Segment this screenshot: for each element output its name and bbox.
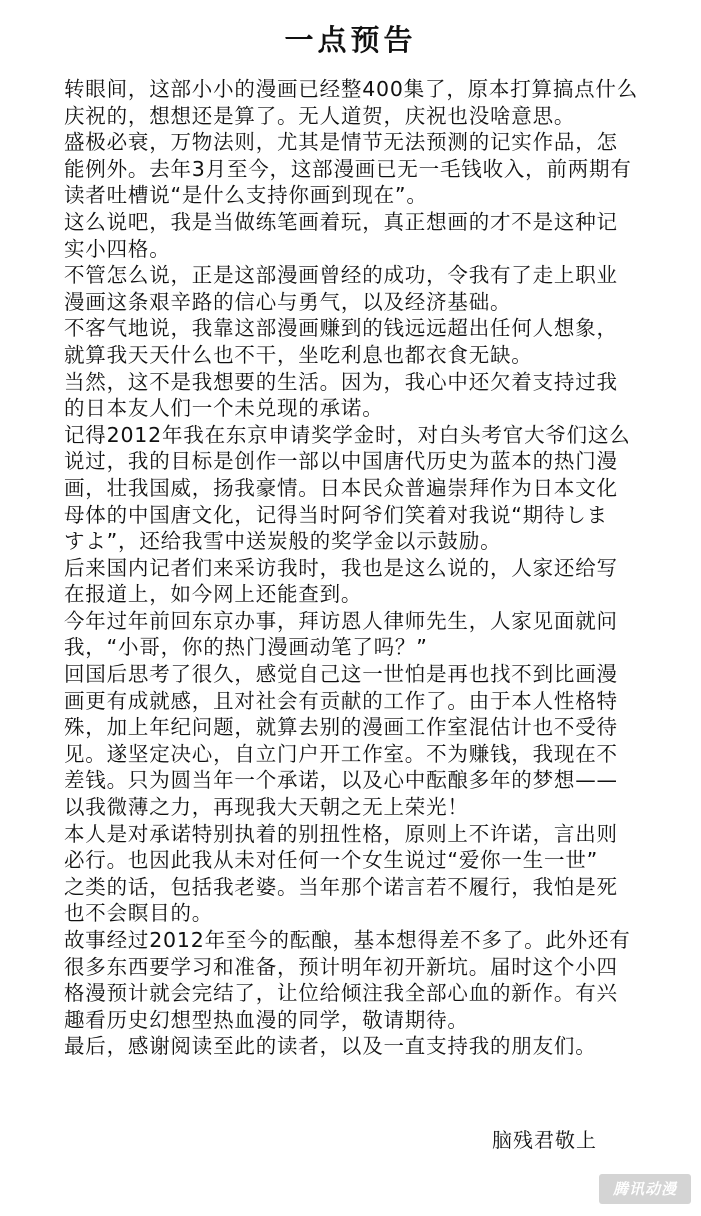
text-line: 在报道上，如今网上还能查到。 xyxy=(64,582,363,607)
text-line: 实小四格。 xyxy=(64,236,171,261)
article-body xyxy=(64,76,656,1060)
text-line: 很多东西要学习和准备，预计明年初开新坑。届时这个小四 xyxy=(64,954,618,979)
text-line: 当然，这不是我想要的生活。因为，我心中还欠着支持过我 xyxy=(64,369,618,394)
text-line: 回国后思考了很久，感觉自己这一世怕是再也找不到比画漫 xyxy=(64,662,618,687)
text-line: 今年过年前回东京办事，拜访恩人律师先生，人家见面就问 xyxy=(64,608,618,633)
text-line: 趣看历史幻想型热血漫的同学，敬请期待。 xyxy=(64,1007,469,1032)
text-line: 最后，感谢阅读至此的读者，以及一直支持我的朋友们。 xyxy=(64,1034,597,1059)
text-line: 说过，我的目标是创作一部以中国唐代历史为蓝本的热门漫 xyxy=(64,449,618,474)
text-line: 画，壮我国威，扬我豪情。日本民众普遍崇拜作为日本文化 xyxy=(64,475,618,500)
text-line: 故事经过2012年至今的酝酿，基本想得差不多了。此外还有 xyxy=(64,928,631,952)
text-line: 差钱。只为圆当年一个承诺，以及心中酝酿多年的梦想—— xyxy=(64,768,618,793)
text-line: 就算我天天什么也不干，坐吃利息也都衣食无缺。 xyxy=(64,342,533,367)
text-line: 画更有成就感，且对社会有贡献的工作了。由于本人性格特 xyxy=(64,688,618,713)
text-line: 读者吐槽说“是什么支持你画到现在”。 xyxy=(64,183,428,208)
text-line: 母体的中国唐文化，记得当时阿爷们笑着对我说“期待しま xyxy=(64,502,608,527)
text-line: 殊，加上年纪问题，就算去别的漫画工作室混估计也不受待 xyxy=(64,715,618,740)
text-line: 漫画这条艰辛路的信心与勇气，以及经济基础。 xyxy=(64,289,512,314)
text-line: 必行。也因此我从未对任何一个女生说过“爱你一生一世” xyxy=(64,848,599,873)
text-line: 转眼间，这部小小的漫画已经整400集了，原本打算搞点什么 xyxy=(64,77,639,101)
text-line: 格漫预计就会完结了，让位给倾注我全部心血的新作。有兴 xyxy=(64,981,618,1006)
text-line: 不管怎么说，正是这部漫画曾经的成功，令我有了走上职业 xyxy=(64,263,618,288)
text-line: 本人是对承诺特别执着的别扭性格，原则上不许诺，言出则 xyxy=(64,821,618,846)
text-line: 庆祝的，想想还是算了。无人道贺，庆祝也没啥意思。 xyxy=(64,103,576,128)
watermark-logo: 腾讯动漫 xyxy=(599,1174,691,1204)
text-line: 见。遂坚定决心，自立门户开工作室。不为赚钱，我现在不 xyxy=(64,741,618,766)
text-line: 能例外。去年3月至今，这部漫画已无一毛钱收入，前两期有 xyxy=(64,156,632,181)
text-line: 记得2012年我在东京申请奖学金时，对白头考官大爷们这么 xyxy=(64,422,631,447)
text-line: 以我微薄之力，再现我大天朝之无上荣光！ xyxy=(64,795,469,820)
text-line: 的日本友人们一个未兑现的承诺。 xyxy=(64,396,384,421)
text-line: 这么说吧，我是当做练笔画着玩，真正想画的才不是这种记 xyxy=(64,209,618,234)
text-line: 后来国内记者们来采访我时，我也是这么说的，人家还给写 xyxy=(64,555,618,580)
text-line: すよ”，还给我雪中送炭般的奖学金以示鼓励。 xyxy=(64,529,502,554)
text-line: 盛极必衰，万物法则，尤其是情节无法预测的记实作品，怎 xyxy=(64,130,618,155)
text-line: 也不会瞑目的。 xyxy=(64,901,214,926)
text-line: 我，“小哥，你的热门漫画动笔了吗？” xyxy=(64,635,428,660)
text-line: 不客气地说，我靠这部漫画赚到的钱远远超出任何人想象， xyxy=(64,316,618,341)
page-title: 一点预告 xyxy=(284,23,417,57)
signature: 脑残君敬上 xyxy=(492,1128,597,1152)
text-line: 之类的话，包括我老婆。当年那个诺言若不履行，我怕是死 xyxy=(64,874,618,899)
